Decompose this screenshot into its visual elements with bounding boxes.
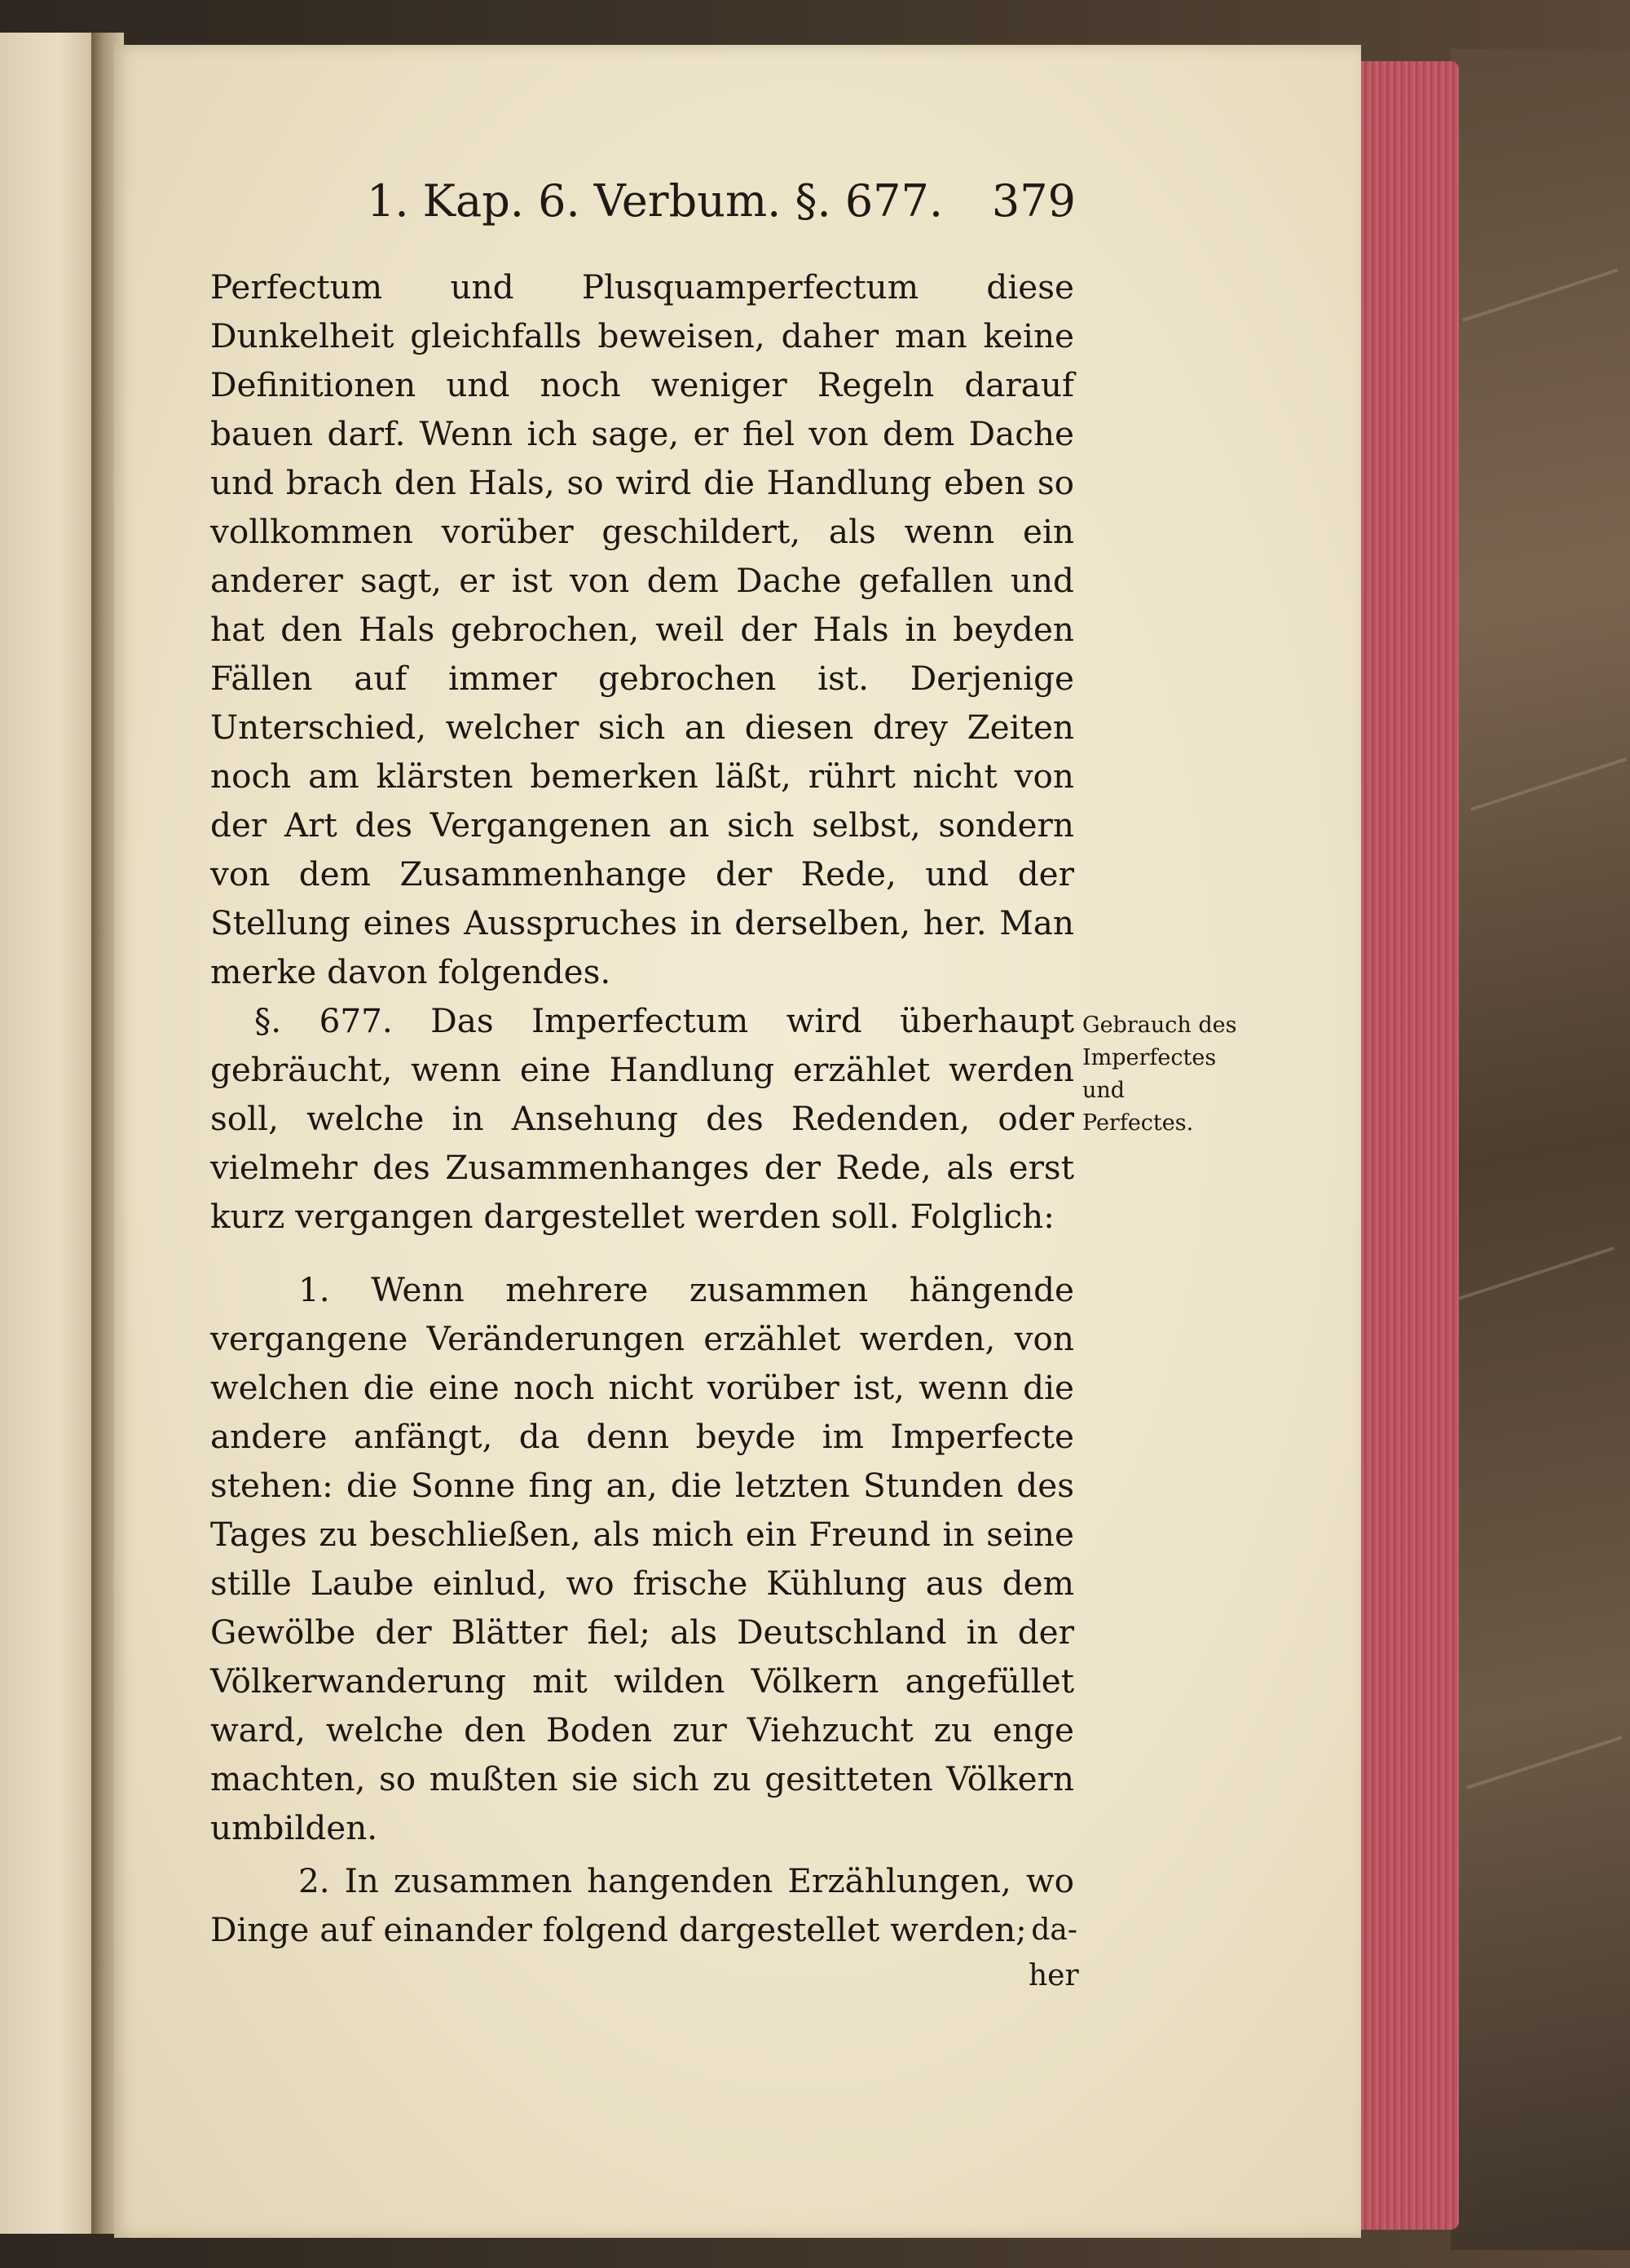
cover-vein <box>1466 1736 1622 1789</box>
paragraph-item-2: 2. In zusammen hangenden Erzählungen, wo Dinge auf einander folgend dargestellet werden; <box>210 1861 1074 1949</box>
paragraph-continuation: Perfectum und Plusquamperfectum diese Dunkelheit gleichfalls beweisen, daher man keine Definitionen und noch weniger Regeln darauf bauen darf. Wenn ich sage, er fiel von dem Dache und brach den Hals, so wird die Handlung eben so vollkommen vorüber geschildert, als wenn ein anderer sagt, er ist von dem Dache gefallen und hat den Hals gebrochen, weil der Hals in beyden Fällen auf immer gebrochen ist. Derjenige Unterschied, welcher sich an diesen drey Zeiten noch am klärsten bemerken läßt, rührt nicht von der Art des Vergangenen an sich selbst, sondern von dem Zusammenhange der Rede, und der Stellung eines Ausspruches in derselben, her. Man merke davon folgendes. <box>210 267 1074 991</box>
page-header <box>367 175 1076 232</box>
catchword-line-1: da- <box>1031 1913 1077 1947</box>
marginal-note: Gebrauch des Imperfectes und Perfectes. <box>1082 1013 1237 1136</box>
marbled-cover <box>1451 49 1630 2250</box>
left-page-edge <box>0 33 98 2234</box>
paragraph-item-1: 1. Wenn mehrere zusammen hängende vergangene Veränderungen erzählet werden, von welchen die eine noch nicht vorüber ist, wenn die andere anfängt, da denn beyde im Imperfecte stehen: die Sonne fing an, die letzten Stunden des Tages zu beschließen, als mich ein Freund in seine stille Laube einlud, wo frische Kühlung aus dem Gewölbe der Blätter fiel; als Deutschland in der Völkerwanderung mit wilden Völkern angefüllet ward, welche den Boden zur Viehzucht zu enge machten, so mußten sie sich zu gesitteten Völkern umbilden. <box>210 1270 1074 1847</box>
cover-vein <box>1462 268 1618 322</box>
cover-vein <box>1470 757 1626 811</box>
catchword-line-2: her <box>1029 1959 1079 1992</box>
catchword <box>1029 1908 1077 1999</box>
paragraph-section-677: §. 677. Das Imperfectum wird überhaupt gebräucht, wenn eine Handlung erzählet werden soll, welche in Ansehung des Redenden, oder vielmehr des Zusammenhanges der Rede, als erst kurz vergangen dargestellet werden soll. Folglich: <box>210 1001 1074 1236</box>
cover-vein <box>1458 1247 1614 1300</box>
page-block-edge <box>1353 61 1459 2230</box>
running-head: 1. Kap. 6. Verbum. §. 677. <box>367 175 944 227</box>
page-number: 379 <box>991 175 1076 227</box>
